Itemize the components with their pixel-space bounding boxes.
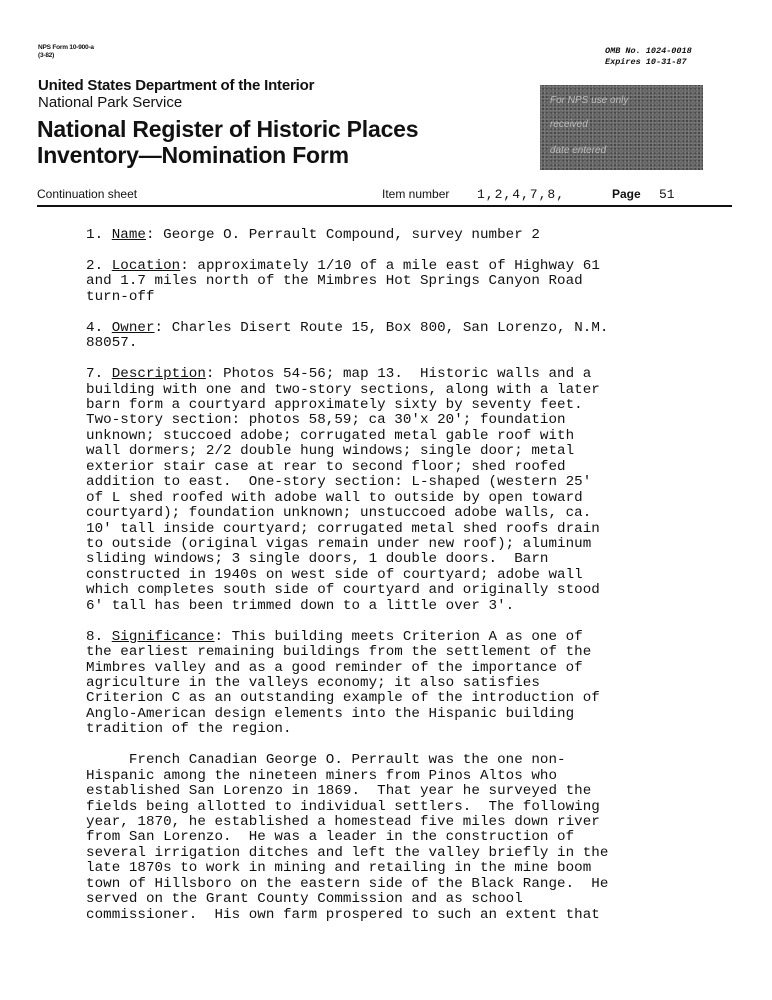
section-name [86,228,746,243]
item-number-label: Item number [382,187,450,201]
section-location [86,259,746,305]
history-line: fields being allotted to individual settlers. The following [86,798,600,815]
continuation-sheet-label: Continuation sheet [37,187,138,201]
section-description-line: barn form a courtyard approximately sixty by seventy feet. [86,397,583,413]
section-name-label: Name [111,227,146,243]
page-value: 51 [659,187,675,202]
section-description-line: 10' tall inside courtyard; corrugated metal shed roofs drain [86,520,600,537]
form-number [38,44,94,60]
section-description-line: addition to east. One-story section: L-shaped (western 25' [86,474,592,491]
section-significance-line: the earliest remaining buildings from the settlement of the [86,644,592,661]
continuation-row [37,187,737,203]
form-number-text: NPS Form 10-900-a [38,44,94,51]
section-location-line: and 1.7 miles north of the Mimbres Hot Springs Canyon Road [86,273,583,290]
section-location-line: turn-off [86,288,155,305]
section-description [86,367,746,614]
history-line: year, 1870, he established a homestead five miles down river [86,813,600,830]
section-significance-line: tradition of the region. [86,721,292,738]
section-owner-first-line: 4. Owner: Charles Disert Route 15, Box 800, San Lorenzo, N.M. [86,319,609,336]
section-significance-line: Anglo-American design elements into the Hispanic building [86,705,575,722]
section-description-line: exterior stair case at rear to second floor; shed roofed [86,458,566,475]
section-description-line: 6' tall has been trimmed down to a little over 3'. [86,597,515,614]
section-description-line: constructed in 1940s on west side of courtyard; adobe wall [86,566,583,583]
history-line: late 1870s to work in mining and retailing in the mine boom [86,860,592,877]
history-line: several irrigation ditches and left the valley briefly in the [86,844,609,861]
section-significance-first-line: 8. Significance: This building meets Criterion A as one of [86,628,583,645]
stamp-line-3: date entered [550,145,607,156]
section-description-line: building with one and two-story sections, along with a later [86,381,600,398]
section-description-label: Description [111,366,206,383]
section-owner-text: Charles Disert Route 15, Box 800, San Lorenzo, N.M. [171,319,609,336]
section-location-number: 2. [86,257,104,274]
section-owner-number: 4. [86,319,104,336]
section-owner [86,321,746,352]
section-name-number: 1. [86,227,104,243]
page-label: Page [612,187,641,201]
history-line: commissioner. His own farm prospered to such an extent that [86,906,600,923]
section-description-text: Photos 54-56; map 13. Historic walls and a [223,366,592,383]
section-description-line: of L shed roofed with adobe wall to outside by open toward [86,489,583,506]
document-body [86,228,746,939]
agency-name: National Park Service [38,94,183,111]
section-significance-line: agriculture in the valleys economy; it also satisfies [86,674,540,691]
section-history [86,753,746,923]
history-line: French Canadian George O. Perrault was the one non- [86,752,566,769]
form-title [37,116,418,168]
stamp-line-1: For NPS use only [550,95,629,106]
section-name-first-line: 1. Name: George O. Perrault Compound, survey number 2 [86,227,540,243]
department-name: United States Department of the Interior [38,77,315,94]
section-description-line: Two-story section: photos 58,59; ca 30'x 20'; foundation [86,412,566,429]
section-location-text: approximately 1/10 of a mile east of Highway 61 [197,257,600,274]
section-significance-text: This building meets Criterion A as one of [231,628,583,645]
section-description-line: to outside (original vigas remain under new roof); aluminum [86,535,592,552]
item-number-value: 1,2,4,7,8, [477,187,566,202]
stamp-line-2: received [550,119,588,130]
history-line: Hispanic among the nineteen miners from Pinos Altos who [86,767,558,784]
history-line: served on the Grant County Commission and as school [86,891,523,908]
section-location-first-line: 2. Location: approximately 1/10 of a mile east of Highway 61 [86,257,600,274]
history-line: established San Lorenzo in 1869. That year he surveyed the [86,783,592,800]
history-line: town of Hillsboro on the eastern side of the Black Range. He [86,875,609,892]
form-revision-text: (3-82) [38,52,55,59]
form-title-line-2: Inventory—Nomination Form [37,142,349,168]
section-description-line: which completes south side of courtyard and originally stood [86,582,600,599]
header-divider [37,205,732,207]
section-location-label: Location [111,257,181,274]
section-name-text: George O. Perrault Compound, survey number 2 [163,227,540,243]
section-significance-line: Criterion C as an outstanding example of the introduction of [86,690,600,707]
section-owner-line: 88057. [86,335,138,352]
history-line: from San Lorenzo. He was a leader in the construction of [86,829,575,846]
section-significance-line: Mimbres valley and as a good reminder of the importance of [86,659,583,676]
section-description-line: sliding windows; 3 single doors, 1 double doors. Barn [86,551,549,568]
section-significance-label: Significance [111,628,215,645]
section-owner-label: Owner [111,319,155,336]
section-description-line: courtyard); foundation unknown; unstuccoed adobe walls, ca. [86,505,592,522]
section-description-line: unknown; stuccoed adobe; corrugated metal gable roof with [86,427,575,444]
section-description-first-line: 7. Description: Photos 54-56; map 13. Historic walls and a [86,366,592,383]
omb-expires: Expires 10-31-87 [605,57,687,67]
section-significance [86,630,746,738]
nps-use-only-stamp [540,85,703,170]
form-title-line-1: National Register of Historic Places [37,116,419,142]
section-description-line: wall dormers; 2/2 double hung windows; single door; metal [86,443,575,460]
omb-block [605,46,692,68]
section-description-number: 7. [86,366,104,383]
section-significance-number: 8. [86,628,104,645]
omb-number: OMB No. 1024-0018 [605,46,692,56]
